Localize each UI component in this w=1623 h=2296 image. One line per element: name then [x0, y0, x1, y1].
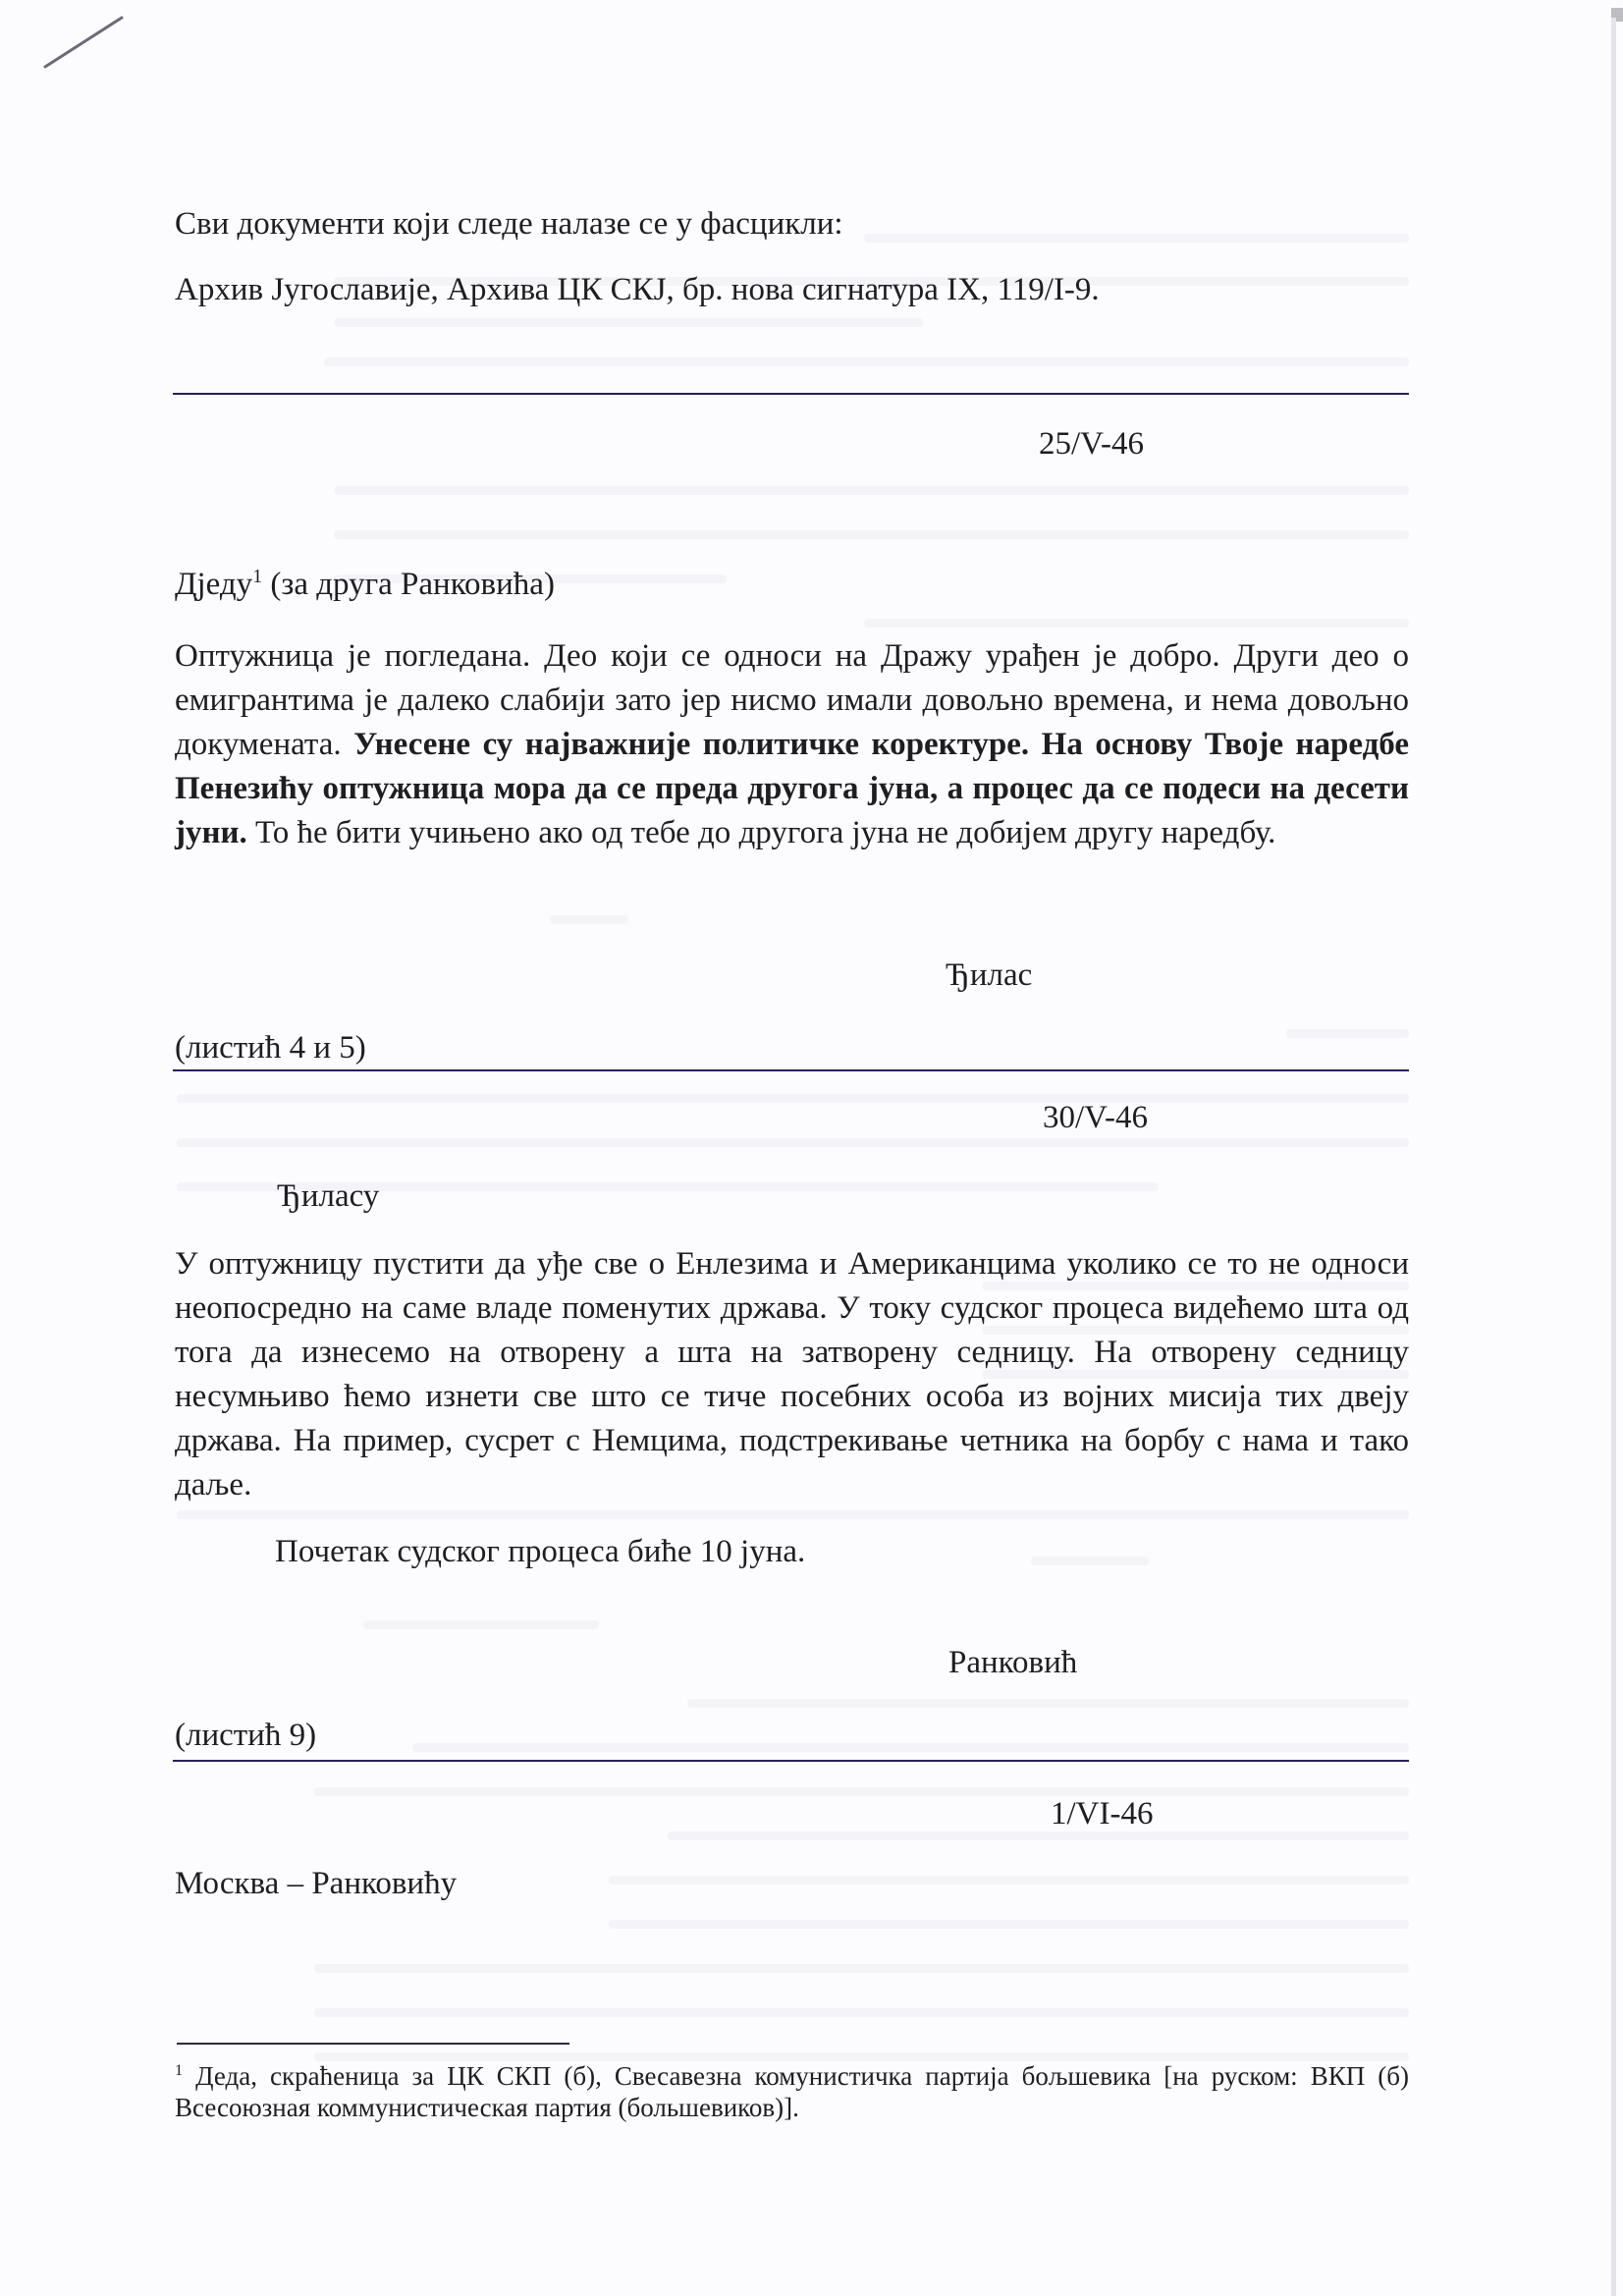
section-divider [173, 1760, 1409, 1762]
footnote-reference[interactable]: 1 [252, 566, 263, 587]
sheet-reference: (листић 9) [175, 1718, 317, 1753]
telegram-body-note: Почетак судског процеса биће 10 јуна. [275, 1534, 806, 1569]
footnote-marker: 1 [175, 2061, 184, 2079]
footnote [175, 2060, 1409, 2123]
intro-text: Сви документи који следе налазе се у фасцикли: [175, 206, 843, 242]
telegram-date: 25/V-46 [1039, 426, 1144, 462]
telegram-body [175, 634, 1409, 855]
telegram-date: 1/VI-46 [1051, 1796, 1154, 1831]
signature: Ђилас [946, 957, 1033, 993]
telegram-addressee: Ђиласу [277, 1178, 380, 1214]
body-text-end: То ће бити учињено ако од тебе до другога јуна не добијем другу наредбу. [246, 815, 1276, 850]
telegram-addressee [175, 563, 555, 606]
telegram-addressee: Москва – Ранковићу [175, 1866, 458, 1901]
section-divider [173, 393, 1409, 395]
body-text: Оптужница је погледана. Део који се односи на Дражу урађен је добро. Други део о емигрантима је далеко слабији зато јер нисмо имали довољно времена, и нема довољно докумената. [175, 638, 1409, 762]
telegram-body: У оптужницу пустити да уђе све о Енлезима и Американцима уколико се то не односи неопосредно на саме владе поменутих држава. У току судског процеса видећемо шта од тога да изнесемо на отворену а шта на затворену седницу. На отворену седницу несумњиво ћемо изнети све што се тиче посебних особа из војних мисија тих двеју држава. На пример, сусрет с Немцима, подстрекивање четника на борбу с нама и тако даље. [175, 1246, 1409, 1503]
addressee-note: (за друга Ранковића) [262, 567, 555, 602]
scan-page-edge [1611, 18, 1616, 2296]
sheet-reference: (листић 4 и 5) [175, 1030, 366, 1066]
signature: Ранковић [948, 1645, 1078, 1680]
section-divider [173, 1069, 1409, 1071]
addressee-name: Дједу [175, 567, 253, 602]
body-bold-text: Унесене су најважније политичке коректуре. На основу Твоје наредбе Пенезићу оптужница мора да се преда другога јуна, а процес да се подеси на десети јуни. [175, 727, 1409, 850]
footnote-divider [177, 2043, 569, 2045]
pen-stroke-mark [0, 0, 137, 79]
footnote-text: Деда, скраћеница за ЦК СКП (б), Свесавезна комунистичка партија бољшевика [на руском: ВКП (б) Всесоюзная коммунистическая партия (большевиков)]. [175, 2061, 1409, 2122]
archive-reference: Архив Југославије, Архива ЦК СКЈ, бр. нова сигнатура IX, 119/I-9. [175, 272, 1100, 307]
telegram-date: 30/V-46 [1043, 1100, 1148, 1135]
